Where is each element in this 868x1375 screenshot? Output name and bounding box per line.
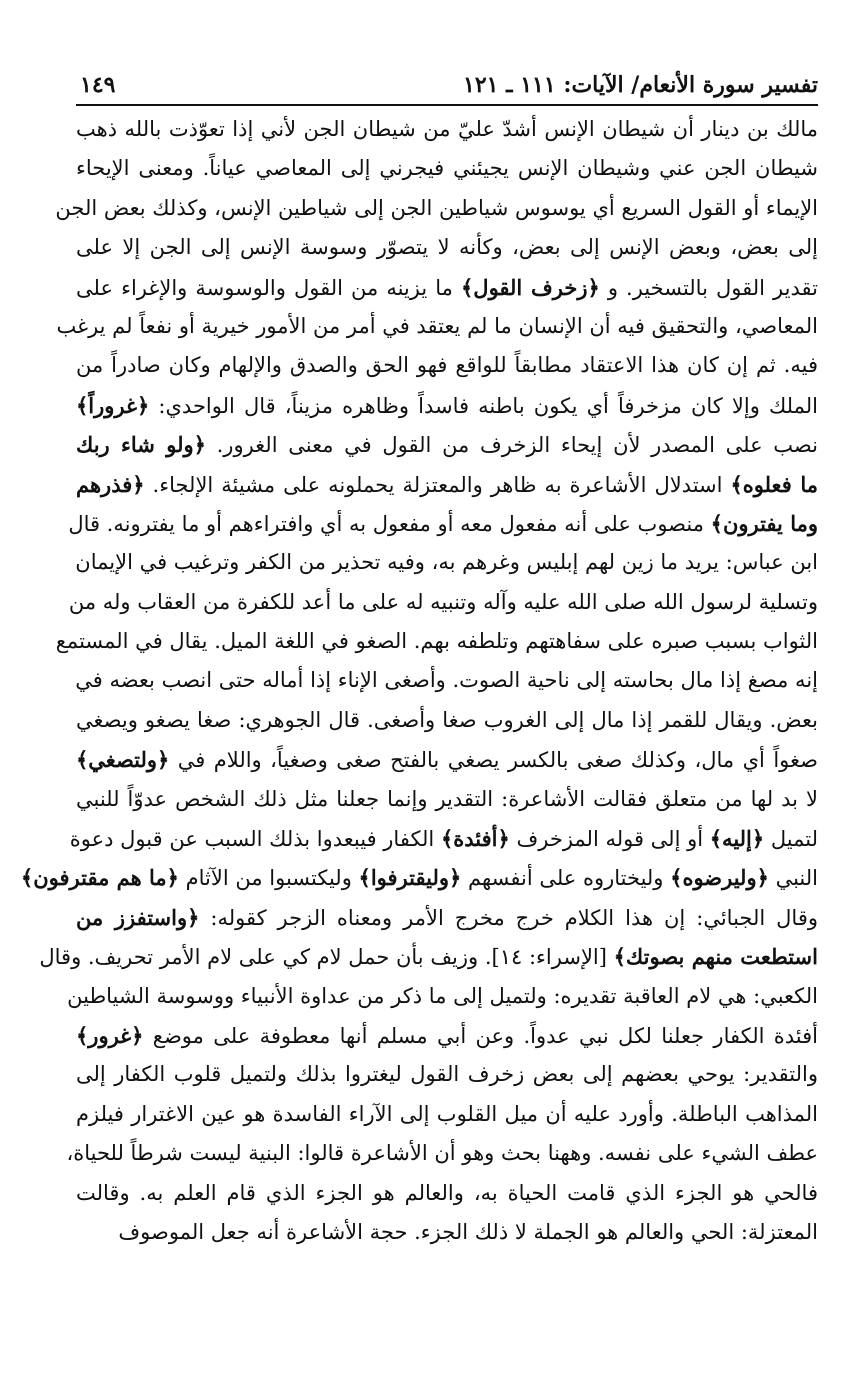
text-line <box>76 661 818 700</box>
quran-quote: ﴿غرور﴾ <box>76 1022 144 1048</box>
text-segment: إلى بعض، وبعض الإنس إلى بعض، وكأنه لا يتصوّر وسوسة الإنس إلى الجن إلا على <box>76 235 818 260</box>
text-line <box>76 1055 818 1094</box>
text-line <box>69 819 818 858</box>
text-line <box>68 583 818 622</box>
text-segment: المعاصي، والتحقيق فيه أن الإنسان ما لم يعتقد في أمر من الأمور خيرية أو نفعاً لم يرغب <box>56 313 818 338</box>
text-segment: والتقدير: يوحي بعضهم إلى بعض زخرف القول ليغتروا بذلك ولتميل قلوب الكفار إلى <box>76 1062 818 1087</box>
text-line <box>76 110 818 149</box>
text-segment: تقدير القول بالتسخير. و <box>599 275 818 300</box>
quran-quote: ﴿ولو شاء ربك <box>76 432 206 458</box>
text-segment: لا بد لها من متعلق فقالت الأشاعرة: التقدير وإنما جعلنا مثل ذلك الشخص عدوّاً للنبي <box>76 786 818 811</box>
text-segment: فالحي هو الجزء الذي قامت الحياة به، والعالم هو الجزء الذي قام العلم به. وقالت <box>76 1180 818 1205</box>
running-title: تفسير سورة الأنعام/ الآيات: ١١١ ـ ١٢١ <box>463 72 818 98</box>
quran-quote: ﴿وليرضوه﴾ <box>670 865 769 891</box>
text-line <box>76 780 818 819</box>
text-line <box>76 1213 818 1252</box>
text-segment: فيه. ثم إن كان هذا الاعتقاد مطابقاً للواقع فهو الحق والصدق والإلهام وكان صادراً من <box>76 353 818 378</box>
text-segment: لتميل <box>764 827 818 852</box>
header-rule <box>76 104 818 106</box>
text-segment: صغواً أي مال، وكذلك صغى بالكسر يصغي بالفتح صغى وصغياً، واللام في <box>169 748 818 773</box>
quran-quote: ﴿أفئدة﴾ <box>440 826 510 852</box>
text-line <box>76 149 818 188</box>
text-segment: إنه مصغ إذا مال بحاسته إلى ناحية الصوت. وأصغى الإناء إذا أماله حتى انصب بعضه في <box>75 668 818 693</box>
text-line <box>76 465 818 504</box>
text-segment: أو إلى قوله المزخرف <box>509 827 710 852</box>
quran-quote: ﴿واستفزز من <box>76 904 200 930</box>
text-line <box>76 1095 818 1134</box>
text-segment: نصب على المصدر لأن إيحاء الزخرف من القول في معنى الغرور. <box>205 433 818 458</box>
text-line <box>76 268 818 307</box>
text-segment: الكفار فيبعدوا بذلك السبب عن قبول دعوة <box>69 827 441 852</box>
text-segment: ابن عباس: يريد ما زين لهم إبليس وغرهم به، وفيه تحذير من الكفر وترغيب في الإيمان <box>75 550 818 575</box>
quran-quote: استطعت منهم بصوتك﴾ <box>613 944 818 970</box>
quran-quote: ﴿فذرهم <box>76 471 145 497</box>
text-line <box>76 1174 818 1213</box>
text-line <box>55 189 818 228</box>
quran-quote: ما فعلوه﴾ <box>730 471 818 497</box>
text-line <box>76 543 818 582</box>
text-line <box>76 1016 818 1055</box>
quran-quote: ﴿زخرف القول﴾ <box>461 274 600 300</box>
text-line <box>76 386 818 425</box>
text-line <box>76 898 818 937</box>
text-segment: عطف الشيء على نفسه. وههنا بحث وهو أن الأشاعرة قالوا: البنية ليست شرطاً للحياة، <box>66 1141 818 1166</box>
text-line <box>20 858 818 897</box>
text-line <box>68 504 818 543</box>
page-body <box>20 110 818 1252</box>
text-segment: منصوب على أنه مفعول معه أو مفعول به أي وافتراءهم أو ما يفترونه. قال <box>68 511 711 536</box>
text-segment: وقال الجبائي: إن هذا الكلام خرج مخرج الأمر ومعناه الزجر كقوله: <box>199 905 818 930</box>
text-line <box>76 346 818 385</box>
text-line <box>76 701 818 740</box>
quran-quote: ﴿ما هم مقترفون﴾ <box>20 865 179 891</box>
text-segment: المعتزلة: الحي والعالم هو الجملة لا ذلك الجزء. حجة الأشاعرة أنه جعل الموصوف <box>118 1219 818 1244</box>
quran-quote: وما يفترون﴾ <box>710 510 818 536</box>
quran-quote: ﴿ولتصغي﴾ <box>76 747 170 773</box>
quran-quote: ﴿وليقترفوا﴾ <box>358 865 462 891</box>
text-segment: الثواب بسبب صبره على سفاهتهم وتلطفه بهم. الصغو في اللغة الميل. يقال في المستمع <box>55 629 818 654</box>
text-line <box>56 307 818 346</box>
text-segment: مالك بن دينار أن شيطان الإنس أشدّ عليّ من شيطان الجن لأني إذا تعوّذت بالله ذهب <box>76 117 818 141</box>
text-segment: الملك وإلا كان مزخرفاً أي يكون باطنه فاسداً وظاهره مزيناً، قال الواحدي: <box>149 393 818 418</box>
text-segment: استدلال الأشاعرة به ظاهر والمعتزلة يحملونه على مشيئة الإلجاء. <box>144 472 731 497</box>
text-segment: وليكتسبوا من الآثام <box>178 866 359 891</box>
text-segment: وتسلية لرسول الله صلى الله عليه وآله وتنبيه له على ما أعد للكفرة من العقاب وله من <box>68 589 818 614</box>
text-segment: شيطان الجن عني وشيطان الإنس يجيئني فيجرني إلى المعاصي عياناً. ومعنى الإيحاء <box>76 156 818 181</box>
text-segment: أفئدة الكفار جعلنا لكل نبي عدواً. وعن أبي مسلم أنها معطوفة على موضع <box>143 1023 818 1048</box>
text-segment: بعض. ويقال للقمر إذا مال إلى الغروب صغا وأصغى. قال الجوهري: صغا يصغو ويصغي <box>76 707 818 732</box>
text-line <box>55 622 818 661</box>
text-segment: النبي <box>768 866 818 891</box>
text-segment: [الإسراء: ١٤]. وزيف بأن حمل لام كي على لام الأمر تحريف. وقال <box>39 945 614 970</box>
text-line <box>67 977 818 1016</box>
text-segment: الكعبي: هي لام العاقبة تقديره: ولتميل إلى ما ذكر من عداوة الأنبياء ووسوسة الشياطين <box>67 983 818 1008</box>
text-segment: ما يزينه من القول والوسوسة والإغراء على <box>76 275 461 300</box>
quran-quote: ﴿غروراً﴾ <box>76 392 150 418</box>
text-line <box>76 740 818 779</box>
text-segment: المذاهب الباطلة. وأورد عليه أن ميل القلوب إلى الآراء الفاسدة هو عين الاغترار فيلزم <box>76 1101 818 1126</box>
text-line <box>66 1134 818 1173</box>
text-line <box>76 228 818 267</box>
text-segment: الإيماء أو القول السريع أي يوسوس شياطين الجن إلى شياطين الإنس، وكذلك بعض الجن <box>55 195 818 220</box>
text-line <box>39 937 818 976</box>
running-header <box>76 64 818 98</box>
text-segment: وليختاروه على أنفسهم <box>461 866 671 891</box>
text-line <box>76 425 818 464</box>
quran-quote: ﴿إليه﴾ <box>709 826 765 852</box>
page-number: ١٤٩ <box>80 72 116 98</box>
